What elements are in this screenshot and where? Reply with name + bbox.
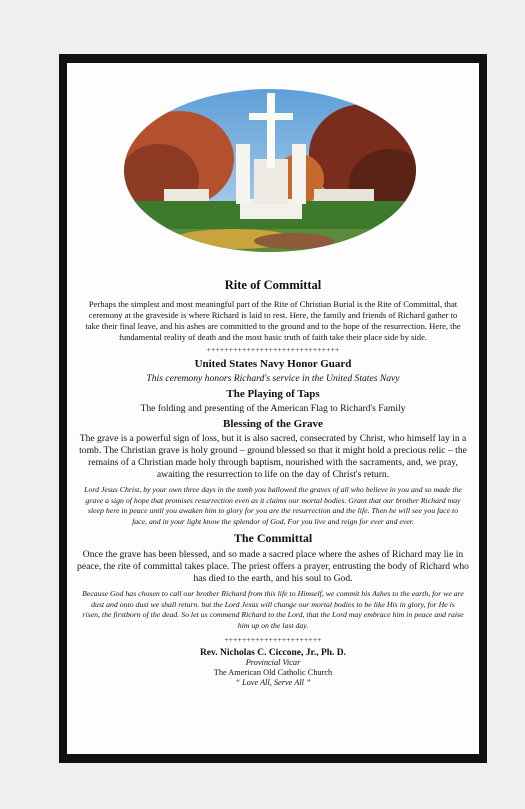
blessing-heading: Blessing of the Grave — [223, 418, 323, 430]
blessing-text: The grave is a powerful sign of loss, but it is also sacred, consecrated by Christ, who himself lay in a tomb. The Christian grave is holy ground – ground blessed so that it might hold a precious relic – the remains of a Christian made holy through baptism, nourished with the sacraments, and, we pray, awaiting the resurrection to life on the day of Christ's return. — [79, 433, 467, 480]
cross-monument-icon — [124, 89, 416, 252]
signature-motto: “ Love All, Serve All ” — [235, 678, 311, 687]
signature-role: Provincial Vicar — [245, 658, 301, 667]
intro-paragraph: Perhaps the simplest and most meaningful part of the Rite of Christian Burial is the Rite of Committal, that ceremony at the graveside is where Richard is laid to rest. Here, the family and friends of Richard gather to take their final leave, and his ashes are committed to the ground and to the hope of the resurrection. Here, the fundamental reality of death and the most basic truth of faith take their place side by side. — [85, 299, 461, 342]
committal-prayer: Because God has chosen to call our brother Richard from this life to Himself, we commit his Ashes to the earth, for we are dust and onto dust we shall return. but the Lord Jesus will change our mortal bodies to be like His in glory, for He is risen, the firstborn of the dead. So let us commend Richard to the Lord, that the Lord may embrace him in peace and raise him up on the last day. — [82, 589, 464, 630]
page-title: Rite of Committal — [224, 278, 322, 292]
blessing-prayer: Lord Jesus Christ, by your own three days in the tomb you hallowed the graves of all who believe in you and so made the grave a sign of hope that promises resurrection even as it claims our mortal bodies. Grant that our brother Richard may sleep here in peace until you awaken him to glory for you are the resurrection and the life. Then he will see you face to face, and in your light know the splendor of God, For you live and reign for ever and ever. — [84, 485, 462, 526]
taps-heading: The Playing of Taps — [226, 388, 320, 400]
committal-text: Once the grave has been blessed, and so made a sacred place where the ashes of Richard may lie in peace, the rite of committal takes place. The priest offers a prayer, entrusting the body of Richard who has died to the earth, and his soul to God. — [77, 549, 469, 584]
divider: ++++++++++++++++++++++ — [224, 635, 322, 644]
committal-heading: The Committal — [233, 531, 313, 545]
honor-guard-heading: United States Navy Honor Guard — [194, 358, 352, 370]
signature-church: The American Old Catholic Church — [213, 668, 333, 677]
divider: ++++++++++++++++++++++++++++++ — [206, 345, 340, 354]
signature-name: Rev. Nicholas C. Ciccone, Jr., Ph. D. — [199, 648, 347, 658]
honor-guard-text: This ceremony honors Richard's service in the United States Navy — [146, 373, 400, 384]
cemetery-cross-photo — [124, 89, 416, 252]
program-content — [70, 278, 476, 688]
taps-text: The folding and presenting of the American Flag to Richard's Family — [140, 403, 406, 414]
